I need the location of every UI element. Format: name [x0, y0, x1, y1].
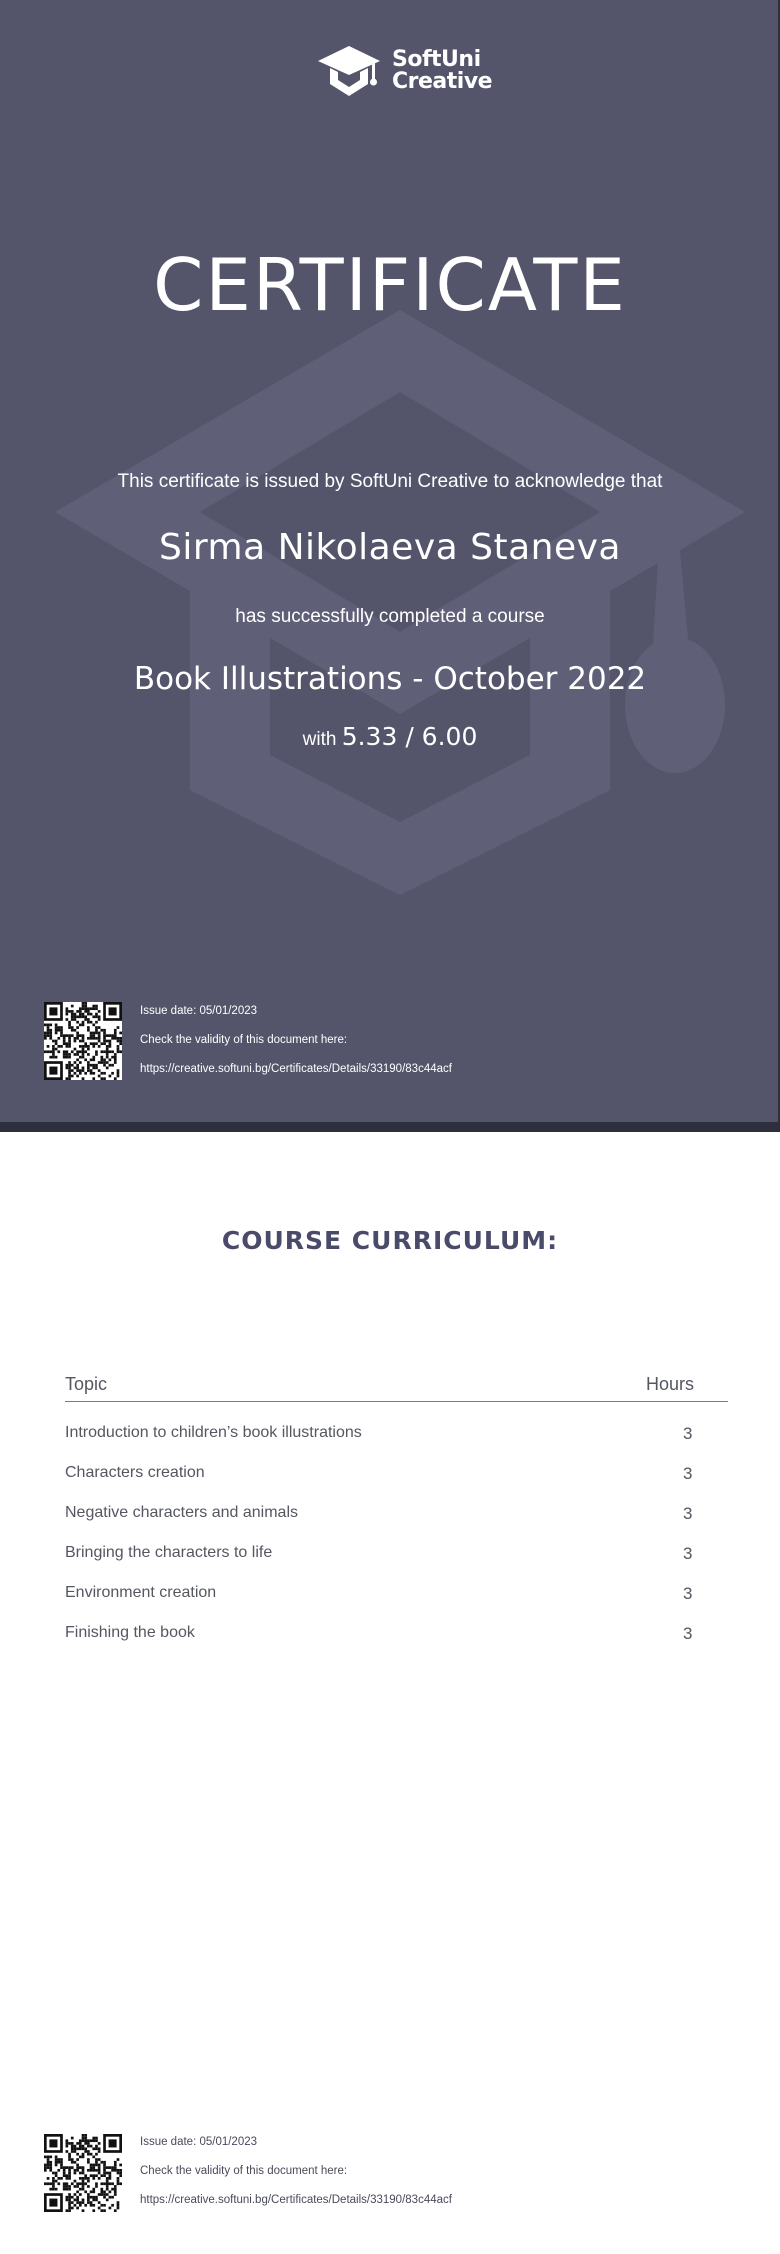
topic-cell: Finishing the book	[65, 1624, 195, 1641]
validity-url-link[interactable]: https://creative.softuni.bg/Certificates/Details/33190/83c44acf	[140, 2194, 452, 2206]
table-row	[65, 1614, 728, 1654]
course-name: Book Illustrations - October 2022	[133, 661, 647, 697]
grade-value: 5.33 / 6.00	[341, 722, 478, 751]
topic-cell: Environment creation	[65, 1584, 217, 1601]
curriculum-table	[65, 1370, 728, 1654]
graduation-cap-logo-icon	[316, 44, 382, 98]
page-divider	[0, 1122, 780, 1132]
hours-cell: 3	[683, 1624, 693, 1643]
qr-code[interactable]	[44, 1002, 122, 1080]
grade-prefix: with	[302, 729, 337, 750]
issue-date: Issue date: 05/01/2023	[140, 1005, 258, 1017]
hours-cell: 3	[683, 1544, 693, 1563]
hours-cell: 3	[683, 1584, 693, 1603]
grade-line	[0, 722, 780, 751]
topic-column-header: Topic	[65, 1374, 108, 1394]
validity-check-text: Check the validity of this document here:	[140, 1034, 348, 1046]
qr-code[interactable]	[44, 2134, 122, 2212]
logo-text-line2: Creative	[392, 69, 493, 94]
table-body	[65, 1414, 728, 1654]
validity-check-text: Check the validity of this document here:	[140, 2165, 348, 2177]
table-row	[65, 1534, 728, 1574]
hours-cell: 3	[683, 1464, 693, 1483]
hours-cell: 3	[683, 1424, 693, 1443]
logo-text	[392, 49, 492, 93]
verification-block	[140, 997, 452, 1084]
topic-cell: Bringing the characters to life	[65, 1544, 273, 1561]
issued-by-text: This certificate is issued by SoftUni Creative to acknowledge that	[117, 471, 663, 492]
logo-text-line1: SoftUni	[392, 47, 481, 72]
validity-url-link[interactable]: https://creative.softuni.bg/Certificates/Details/33190/83c44acf	[140, 1063, 452, 1075]
topic-cell: Negative characters and animals	[65, 1504, 299, 1521]
table-row	[65, 1414, 728, 1454]
curriculum-title: COURSE CURRICULUM:	[221, 1226, 559, 1255]
issue-date: Issue date: 05/01/2023	[140, 2136, 258, 2148]
qr-code-icon	[44, 2134, 122, 2212]
verification-block	[140, 2128, 452, 2215]
recipient-name: Sirma Nikolaeva Staneva	[159, 527, 621, 568]
table-header	[65, 1370, 728, 1402]
table-row	[65, 1494, 728, 1534]
table-row	[65, 1454, 728, 1494]
completed-text: has successfully completed a course	[235, 606, 545, 627]
hours-cell: 3	[683, 1504, 693, 1523]
softuni-creative-logo	[316, 42, 493, 98]
certificate-title: CERTIFICATE	[153, 243, 627, 327]
hours-column-header: Hours	[645, 1374, 694, 1394]
qr-code-icon	[44, 1002, 122, 1080]
certificate-page	[0, 0, 780, 1122]
topic-cell: Characters creation	[65, 1464, 205, 1481]
table-row	[65, 1574, 728, 1614]
topic-cell: Introduction to children’s book illustrations	[65, 1424, 362, 1441]
